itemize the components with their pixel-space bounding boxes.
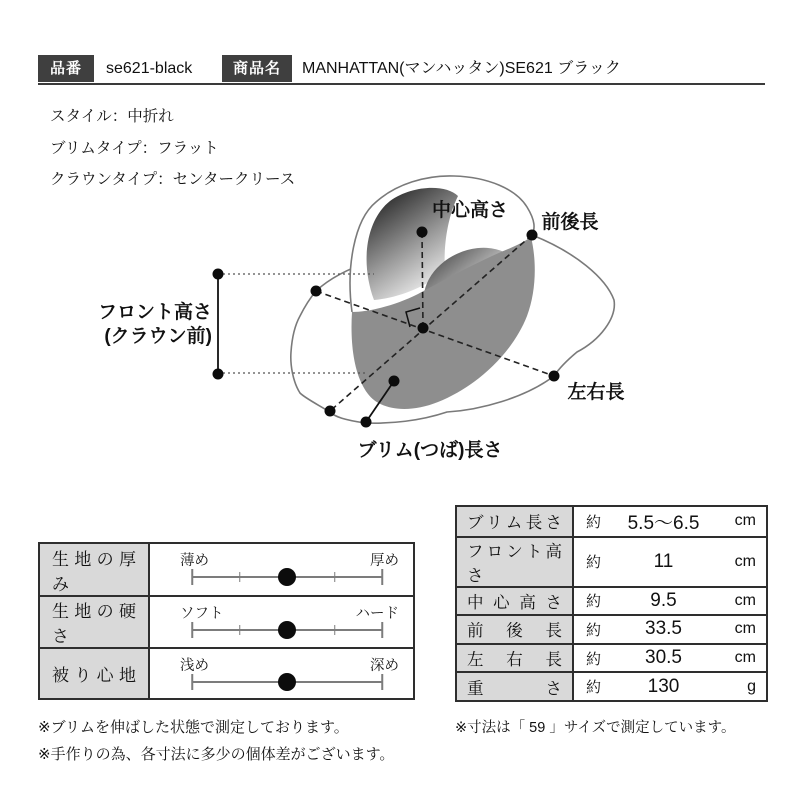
front-back-length-label: 前後長: [541, 212, 599, 233]
feature-label: 被り心地: [40, 649, 150, 698]
slider-track: [192, 567, 382, 587]
slider-dot: [278, 673, 296, 691]
size-label: 重さ: [457, 673, 574, 700]
size-row-front-back: [457, 614, 766, 643]
note-handmade-variance: ※手作りの為、各寸法に多少の個体差がございます。: [38, 746, 395, 763]
size-row-center-height: [457, 586, 766, 615]
front-height-label-line1: フロント高さ: [97, 302, 212, 323]
size-value: 約 30.5 cm: [574, 645, 766, 672]
spec-style: スタイル：中折れ: [50, 108, 174, 125]
spec-brim-type: ブリムタイプ：フラット: [50, 140, 219, 157]
size-row-brim: [457, 507, 766, 536]
feature-row-fit: [40, 647, 413, 698]
item-number-value: se621-black: [106, 60, 193, 77]
size-value: 約 5.5〜6.5 cm: [574, 507, 766, 536]
size-value: 約 11 cm: [574, 538, 766, 586]
feature-row-hardness: [40, 595, 413, 647]
feature-row-thickness: [40, 544, 413, 595]
slider-track: [192, 620, 382, 640]
size-value: 約 9.5 cm: [574, 588, 766, 615]
feature-label: 生地の硬さ: [40, 597, 150, 647]
left-right-length-label: 左右長: [567, 382, 625, 403]
size-value: 約 130 g: [574, 673, 766, 700]
size-row-weight: [457, 671, 766, 700]
size-table: [455, 505, 768, 702]
product-name-label: 商品名: [222, 55, 292, 82]
feature-slider-fit: [150, 649, 413, 698]
header-underline: [38, 83, 765, 85]
slider-max-label: 深め: [370, 658, 399, 674]
brim-length-label: ブリム(つば)長さ: [357, 440, 503, 461]
size-label: フロント高さ: [457, 538, 574, 586]
size-label: ブリム長さ: [457, 507, 574, 536]
size-row-front-height: [457, 536, 766, 586]
hat-measurement-diagram: [0, 165, 800, 505]
center-height-label: 中心高さ: [431, 200, 509, 221]
size-label: 前後長: [457, 616, 574, 643]
slider-min-label: 浅め: [180, 658, 209, 674]
slider-dot: [278, 621, 296, 639]
note-size-basis: ※寸法は「 59 」サイズで測定しています。: [455, 720, 736, 736]
spec-crown-type: クラウンタイプ：センタークリース: [50, 171, 296, 188]
slider-min-label: ソフト: [180, 606, 224, 622]
front-height-label-line2: (クラウン前): [104, 326, 212, 347]
slider-max-label: 厚め: [370, 553, 399, 569]
size-value: 約 33.5 cm: [574, 616, 766, 643]
feature-table: [38, 542, 415, 700]
feature-slider-thickness: [150, 544, 413, 595]
size-row-left-right: [457, 643, 766, 672]
size-label: 中心高さ: [457, 588, 574, 615]
feature-label: 生地の厚み: [40, 544, 150, 595]
feature-slider-hardness: [150, 597, 413, 647]
note-brim-measurement: ※ブリムを伸ばした状態で測定しております。: [38, 719, 349, 736]
item-number-label: 品番: [38, 55, 94, 82]
slider-track: [192, 672, 382, 692]
size-label: 左右長: [457, 645, 574, 672]
slider-max-label: ハード: [355, 606, 399, 622]
slider-dot: [278, 568, 296, 586]
slider-min-label: 薄め: [180, 553, 209, 569]
product-name-value: MANHATTAN(マンハッタン)SE621 ブラック: [302, 60, 621, 77]
